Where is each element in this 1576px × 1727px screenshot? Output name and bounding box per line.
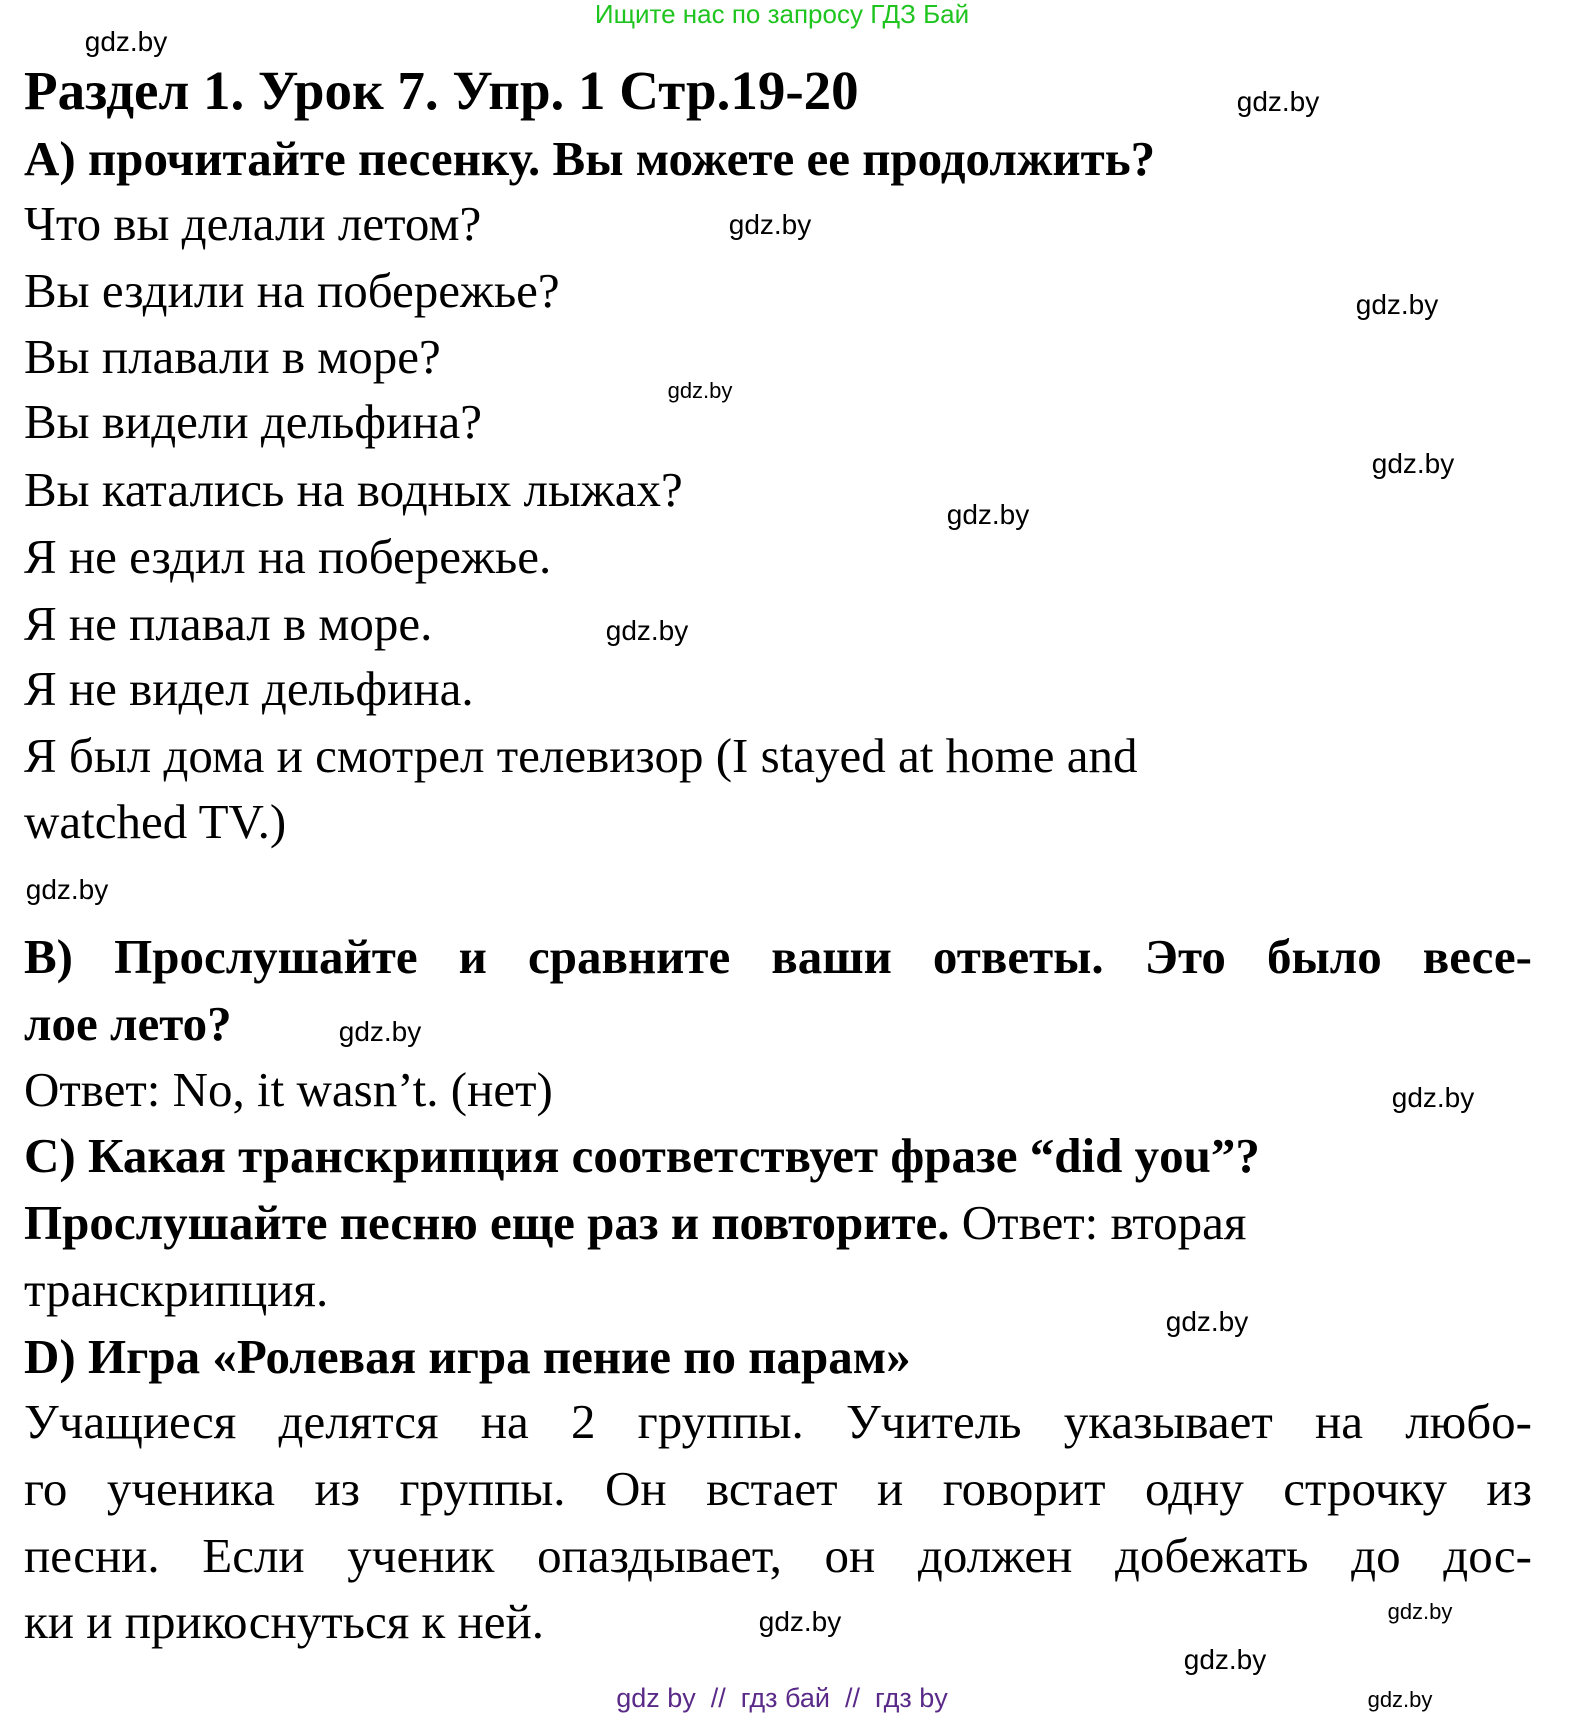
text-line bbox=[24, 1195, 1246, 1251]
bold-text: А) прочитайте песенку. Вы можете ее продолжить? bbox=[24, 131, 1156, 186]
text-line bbox=[24, 728, 1138, 784]
watermark: gdz.by bbox=[338, 1016, 422, 1047]
text-line bbox=[24, 196, 481, 252]
text-segment: Вы плавали в море? bbox=[24, 329, 441, 384]
bold-text: Раздел 1. Урок 7. Упр. 1 Стр.19-20 bbox=[24, 60, 859, 121]
watermark: gdz.by bbox=[1371, 448, 1455, 479]
text-line bbox=[24, 1128, 1260, 1184]
bold-text: С) Какая транскрипция соответствует фразе “did you”? bbox=[24, 1128, 1260, 1183]
text-segment: Вы ездили на побережье? bbox=[24, 263, 560, 318]
text-line bbox=[24, 996, 232, 1052]
watermark: gdz.by bbox=[605, 615, 689, 646]
text-segment: Учащиеся делятся на 2 группы. Учитель указывает на любо- bbox=[24, 1394, 1532, 1449]
text-line bbox=[24, 131, 1155, 187]
watermark: gdz.by bbox=[946, 499, 1030, 530]
text-line bbox=[24, 929, 1532, 985]
text-segment: песни. Если ученик опаздывает, он должен добежать до дос- bbox=[24, 1528, 1532, 1583]
text-line bbox=[24, 394, 482, 450]
watermark: gdz.by bbox=[758, 1606, 842, 1637]
watermark: gdz.by bbox=[84, 26, 168, 57]
bold-text: Прослушайте песню еще раз и повторите. bbox=[24, 1195, 950, 1250]
text-line bbox=[24, 1062, 553, 1118]
text-segment: Я не ездил на побережье. bbox=[24, 529, 552, 584]
text-segment: Вы видели дельфина? bbox=[24, 394, 482, 449]
text-segment: Вы катались на водных лыжах? bbox=[24, 462, 683, 517]
text-segment: Я не видел дельфина. bbox=[24, 661, 474, 716]
text-segment: Я не плавал в море. bbox=[24, 596, 433, 651]
watermark: gdz.by bbox=[1367, 1687, 1433, 1712]
bold-text: В) Прослушайте и сравните ваши ответы. Это было весе- bbox=[24, 929, 1532, 984]
text-line bbox=[24, 529, 551, 585]
bold-text: D) Игра «Ролевая игра пение по парам» bbox=[24, 1329, 911, 1384]
text-segment: Что вы делали летом? bbox=[24, 196, 482, 251]
text-line bbox=[24, 661, 474, 717]
watermark: gdz.by bbox=[667, 378, 733, 403]
page-title bbox=[24, 60, 859, 121]
footer-links: gdz by // гдз бай // гдз by bbox=[616, 1683, 948, 1713]
text-segment: ки и прикоснуться к ней. bbox=[24, 1594, 545, 1649]
text-line bbox=[24, 1528, 1532, 1584]
text-line bbox=[24, 1461, 1532, 1517]
watermark: gdz.by bbox=[1391, 1082, 1475, 1113]
text-line bbox=[24, 1329, 911, 1385]
watermark: gdz.by bbox=[1165, 1306, 1249, 1337]
text-segment: Я был дома и смотрел телевизор (I stayed at home and bbox=[24, 728, 1138, 783]
text-segment: Ответ: No, it wasn’t. (нет) bbox=[24, 1062, 553, 1117]
watermark: gdz.by bbox=[1183, 1644, 1267, 1675]
text-line bbox=[24, 1394, 1532, 1450]
watermark: gdz.by bbox=[728, 209, 812, 240]
text-line bbox=[24, 329, 441, 385]
text-segment: Ответ: вторая bbox=[949, 1195, 1247, 1250]
text-segment: watched TV.) bbox=[24, 794, 287, 849]
watermark: gdz.by bbox=[1236, 86, 1320, 117]
text-line bbox=[24, 263, 560, 319]
text-line bbox=[24, 794, 286, 850]
text-line bbox=[24, 462, 683, 518]
bold-text: лое лето? bbox=[24, 996, 232, 1051]
watermark: gdz.by bbox=[25, 874, 109, 905]
text-line bbox=[24, 1594, 544, 1650]
text-line bbox=[24, 1262, 328, 1318]
watermark: gdz.by bbox=[1355, 289, 1439, 320]
watermark: gdz.by bbox=[1387, 1599, 1453, 1624]
text-line bbox=[24, 596, 432, 652]
text-segment: транскрипция. bbox=[24, 1262, 329, 1317]
text-segment: го ученика из группы. Он встает и говорит одну строчку из bbox=[24, 1461, 1532, 1516]
top-banner: Ищите нас по запросу ГДЗ Бай bbox=[594, 0, 970, 29]
